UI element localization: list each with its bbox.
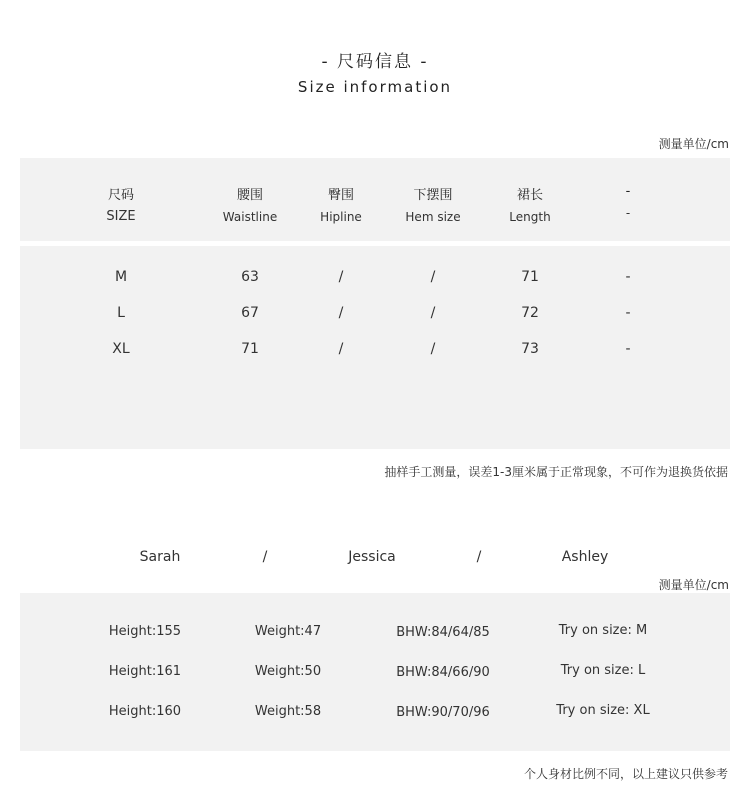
model-weight: Weight:58 xyxy=(254,704,322,719)
header-hipline-cn: 臀围 xyxy=(327,188,354,203)
header-waistline-cn: 腰围 xyxy=(236,188,263,203)
model-try-size: Try on size: XL xyxy=(556,703,650,718)
header-length xyxy=(480,184,580,224)
table-cell: / xyxy=(430,341,436,357)
table-cell: 63 xyxy=(241,269,259,285)
model-name-sarah: Sarah xyxy=(139,549,181,565)
table-cell: - xyxy=(625,341,631,357)
unit-label: 测量单位/cm xyxy=(658,137,729,151)
table-cell: - xyxy=(625,305,631,321)
model-bhw: BHW:84/64/85 xyxy=(396,625,490,640)
model-try-size: Try on size: L xyxy=(560,663,646,678)
model-unit-label: 测量单位/cm xyxy=(658,578,729,592)
table-cell: 73 xyxy=(521,341,539,357)
table-cell: / xyxy=(430,305,436,321)
model-height: Height:155 xyxy=(108,624,182,639)
table-cell: 67 xyxy=(241,305,259,321)
header-hipline-en: Hipline xyxy=(320,210,362,224)
header-size-cn: 尺码 xyxy=(107,188,134,203)
header-hipline xyxy=(296,184,386,224)
table-cell: 71 xyxy=(241,341,259,357)
header-hem-en: Hem size xyxy=(405,210,461,224)
model-name-ashley: Ashley xyxy=(561,549,609,565)
table-cell: / xyxy=(338,269,344,285)
table-cell: - xyxy=(625,269,631,285)
header-hem-cn: 下摆围 xyxy=(413,188,453,203)
model-bhw: BHW:84/66/90 xyxy=(396,665,490,680)
table-cell: 71 xyxy=(521,269,539,285)
header-extra xyxy=(608,184,648,220)
model-name-jessica: Jessica xyxy=(348,549,396,565)
section-title-en: Size information xyxy=(297,78,453,96)
size-disclaimer: 抽样手工测量，误差1-3厘米属于正常现象，不可作为退换货依据 xyxy=(384,465,728,479)
model-bhw: BHW:90/70/96 xyxy=(396,705,490,720)
header-extra-cn: - xyxy=(625,184,631,199)
header-extra-en: - xyxy=(625,206,631,220)
table-cell: M xyxy=(114,269,128,285)
table-cell: XL xyxy=(112,341,130,357)
model-disclaimer: 个人身材比例不同，以上建议只供参考 xyxy=(523,767,728,781)
header-waistline xyxy=(200,184,300,224)
header-length-en: Length xyxy=(509,210,551,224)
header-length-cn: 裙长 xyxy=(516,188,543,203)
model-name-separator: / xyxy=(476,549,482,565)
section-title-cn: - 尺码信息 - xyxy=(321,52,429,72)
model-weight: Weight:50 xyxy=(254,664,322,679)
table-cell: / xyxy=(338,305,344,321)
model-height: Height:161 xyxy=(108,664,182,679)
table-cell: / xyxy=(338,341,344,357)
model-try-size: Try on size: M xyxy=(558,623,648,638)
table-cell: / xyxy=(430,269,436,285)
header-waistline-en: Waistline xyxy=(222,210,278,224)
table-cell: 72 xyxy=(521,305,539,321)
model-name-separator: / xyxy=(262,549,268,565)
model-height: Height:160 xyxy=(108,704,182,719)
model-weight: Weight:47 xyxy=(254,624,322,639)
header-size xyxy=(81,184,161,224)
table-cell: L xyxy=(117,305,125,321)
header-size-en: SIZE xyxy=(106,209,136,224)
header-hem xyxy=(383,184,483,224)
